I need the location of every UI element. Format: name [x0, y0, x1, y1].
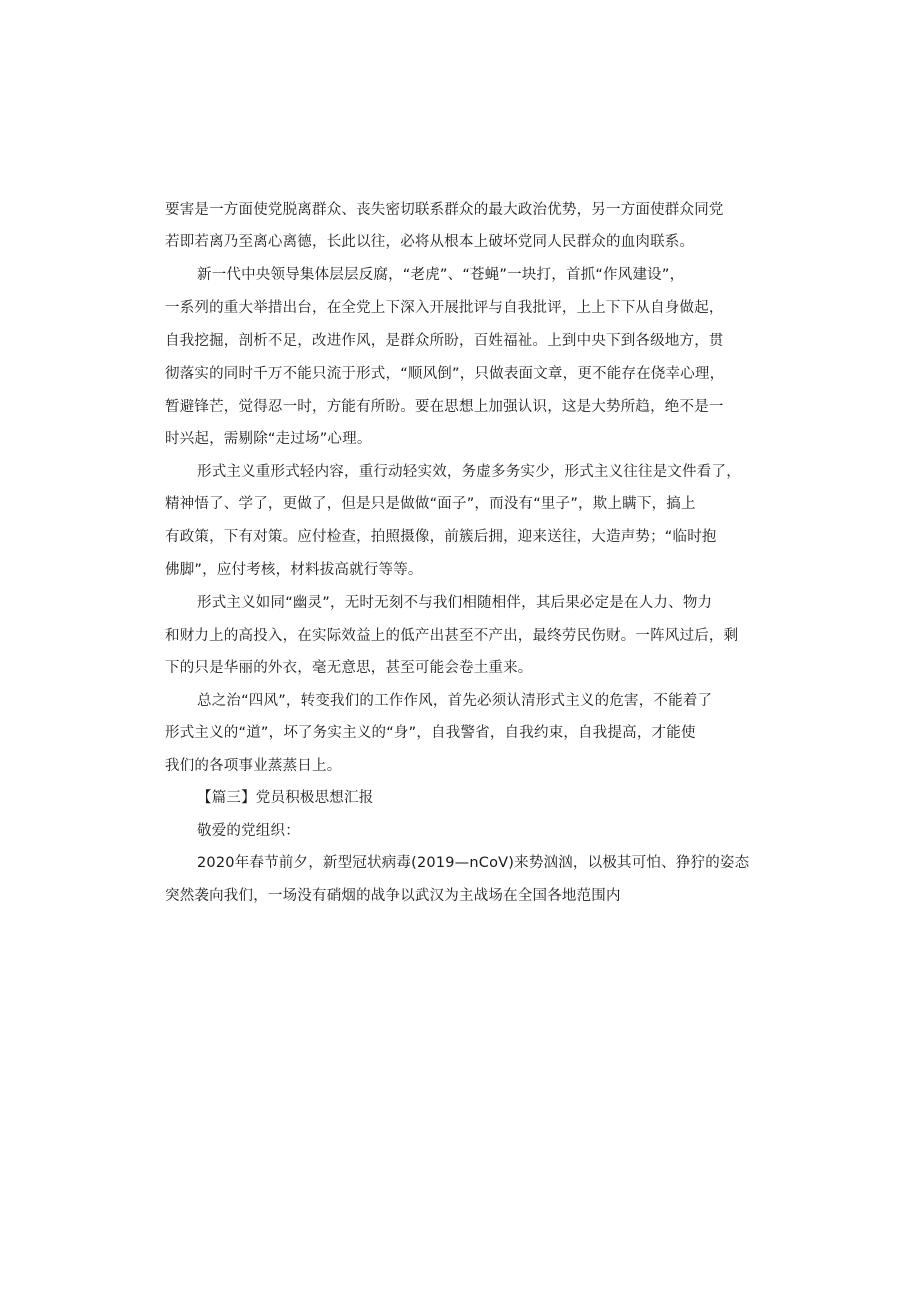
paragraph-line: 形式主义的“道”，坏了务实主义的“身”，自我警省，自我约束，自我提高，才能使	[165, 725, 696, 741]
paragraph-line: 下的只是华丽的外衣，毫无意思，甚至可能会卷土重来。	[165, 660, 533, 676]
paragraph-line: 形式主义如同“幽灵”，无时无刻不与我们相随相伴，其后果必定是在人力、物力	[197, 595, 713, 611]
paragraph-line: 我们的各项事业蒸蒸日上。	[165, 758, 342, 774]
paragraph-line: 有政策，下有对策。应付检查，拍照摄像，前簇后拥，迎来送往，大造声势；“临时抱	[165, 529, 717, 545]
paragraph-line: 形式主义重形式轻内容，重行动轻实效，务虚多务实少，形式主义往往是文件看了，	[197, 464, 741, 480]
paragraph-line: 精神悟了、学了，更做了，但是只是做做“面子”，而没有“里子”，欺上瞒下，搞上	[165, 496, 696, 512]
paragraph-line: 和财力上的高投入，在实际效益上的低产出甚至不产出，最终劳民伤财。一阵风过后，剩	[165, 628, 739, 644]
paragraph-line: 突然袭向我们，一场没有硝烟的战争以武汉为主战场在全国各地范围内	[165, 888, 621, 904]
paragraph-line: 彻落实的同时千万不能只流于形式，“顺风倒”，只做表面文章，更不能存在侥幸心理，	[165, 366, 725, 382]
paragraph-line: 若即若离乃至离心离德，长此以往，必将从根本上破坏党同人民群众的血肉联系。	[165, 234, 695, 250]
paragraph-line: 佛脚”，应付考核，材料拔高就行等等。	[165, 562, 423, 578]
paragraph-line: 新一代中央领导集体层层反腐，“老虎”、“苍蝇”一块打，首抓“作风建设”，	[197, 267, 685, 283]
section-heading: 【篇三】党员积极思想汇报	[197, 790, 374, 806]
paragraph-line: 一系列的重大举措出台，在全党上下深入开展批评与自我批评，上上下下从自身做起，	[165, 300, 724, 316]
salutation: 敬爱的党组织：	[197, 823, 300, 839]
paragraph-line: 自我挖掘，剖析不足，改进作风，是群众所盼，百姓福祉。上到中央下到各级地方，贯	[165, 333, 724, 349]
paragraph-line: 时兴起，需剔除“走过场”心理。	[165, 431, 372, 447]
paragraph-line: 2020年春节前夕，新型冠状病毒(2019—nCoV)来势汹汹，以极其可怕、狰狞的姿态	[197, 855, 750, 871]
paragraph-line: 总之治“四风”，转变我们的工作作风，首先必须认清形式主义的危害，不能着了	[197, 693, 713, 709]
paragraph-line: 暂避锋芒，觉得忍一时，方能有所盼。要在思想上加强认识，这是大势所趋，绝不是一	[165, 399, 724, 415]
paragraph-line: 要害是一方面使党脱离群众、丧失密切联系群众的最大政治优势，另一方面使群众同党	[165, 202, 724, 218]
